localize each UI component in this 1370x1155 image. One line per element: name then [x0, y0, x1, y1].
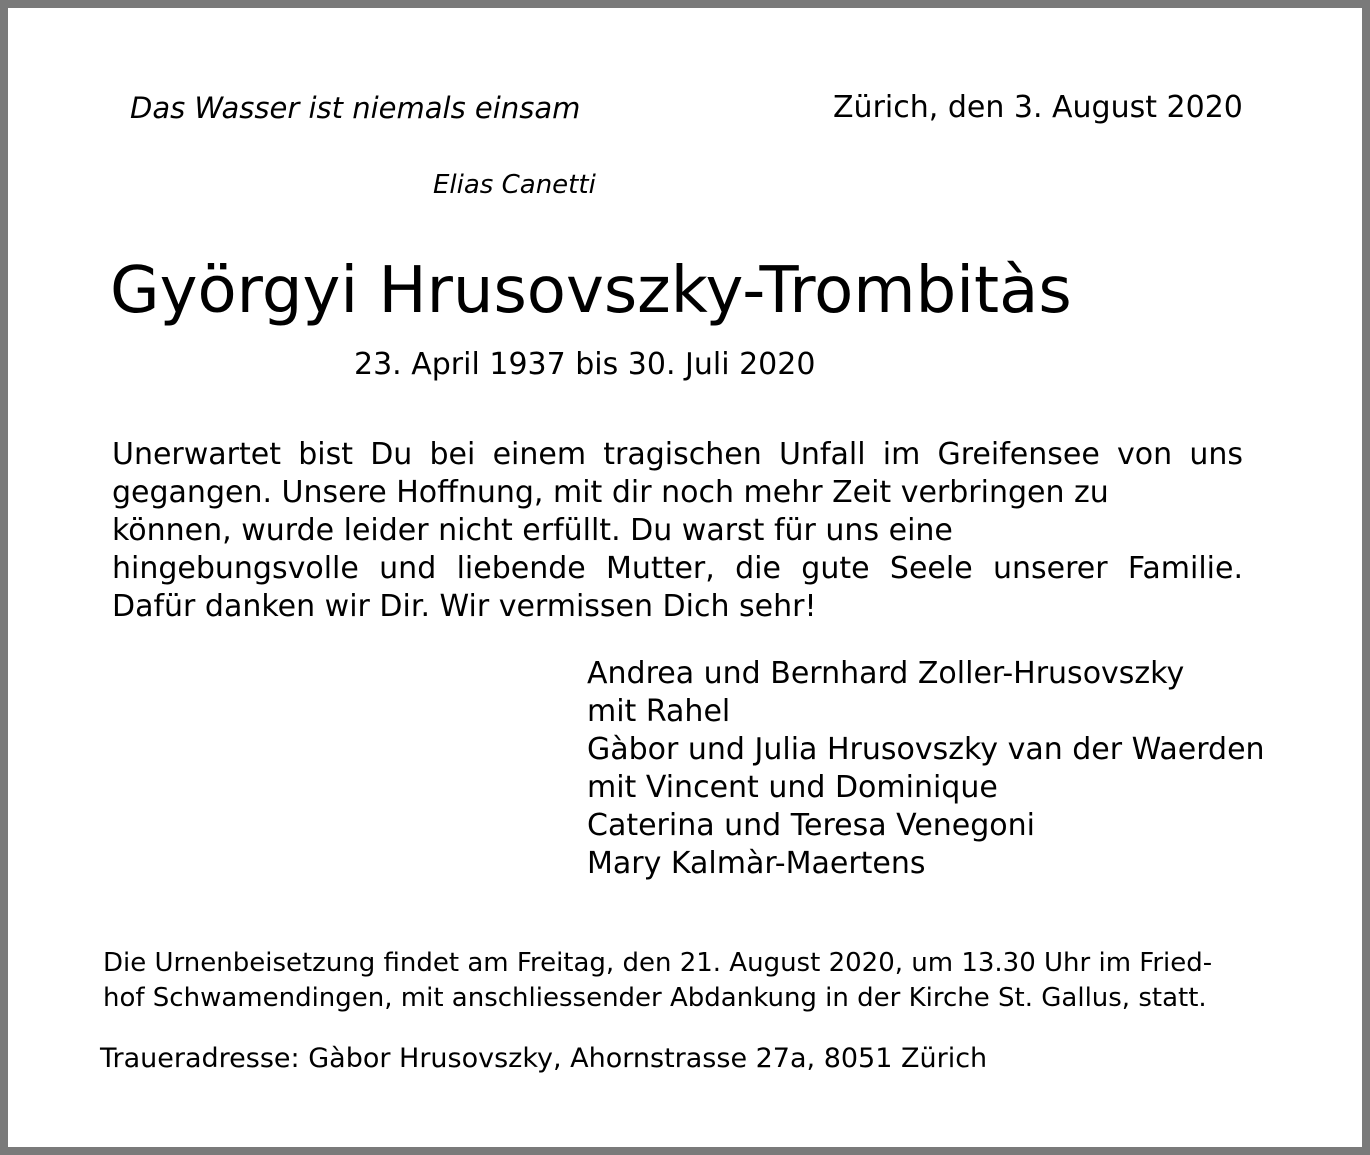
mourners-list [587, 655, 1265, 883]
message-line: können, wurde leider nicht erfüllt. Du warst für uns eine [112, 513, 953, 548]
message-line: Unerwartet bist Du bei einem tragischen Unfall im Greifensee von uns [112, 437, 1243, 472]
message-line: gegangen. Unsere Hoffnung, mit dir noch mehr Zeit verbringen zu [112, 475, 1109, 510]
burial-line: hof Schwamendingen, mit anschliessender Abdankung in der Kirche St. Gallus, statt. [103, 983, 1207, 1013]
burial-line: Die Urnenbeisetzung findet am Freitag, den 21. August 2020, um 13.30 Uhr im Fried- [103, 948, 1213, 978]
message-line: Dafür danken wir Dir. Wir vermissen Dich sehr! [112, 589, 817, 624]
memorial-message [112, 436, 1243, 626]
motto-quote: Das Wasser ist niemals einsam [130, 91, 581, 125]
quote-author: Elias Canetti [433, 170, 596, 200]
deceased-name: Györgyi Hrusovszky-Trombitàs [110, 254, 1072, 328]
place-and-date: Zürich, den 3. August 2020 [833, 90, 1243, 125]
mourner-entry: Caterina und Teresa Venegoni [587, 808, 1035, 843]
mourner-entry: Andrea und Bernhard Zoller-Hrusovszky [587, 656, 1185, 691]
mourner-entry: mit Rahel [587, 694, 731, 729]
mourning-address: Traueradresse: Gàbor Hrusovszky, Ahornstrasse 27a, 8051 Zürich [100, 1043, 988, 1074]
obituary-page [8, 8, 1362, 1147]
mourner-entry: Gàbor und Julia Hrusovszky van der Waerden [587, 732, 1265, 767]
mourner-entry: mit Vincent und Dominique [587, 770, 998, 805]
lifespan: 23. April 1937 bis 30. Juli 2020 [354, 347, 816, 382]
burial-notice [103, 946, 1212, 1016]
mourner-entry: Mary Kalmàr-Maertens [587, 846, 926, 881]
message-line: hingebungsvolle und liebende Mutter, die gute Seele unserer Familie. [112, 551, 1243, 586]
